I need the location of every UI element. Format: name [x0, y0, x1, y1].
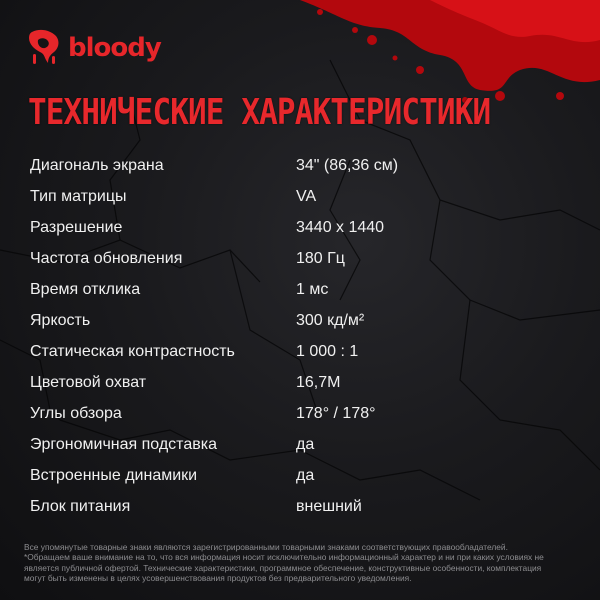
spec-value: да [296, 435, 315, 453]
brand-logo [26, 28, 161, 68]
spec-label: Яркость [30, 311, 91, 329]
spec-row [30, 181, 550, 212]
spec-label: Тип матрицы [30, 187, 127, 205]
page-title: ТЕХНИЧЕСКИЕ ХАРАКТЕРИСТИКИ [28, 92, 491, 133]
spec-label: Углы обзора [30, 404, 122, 422]
spec-label: Частота обновления [30, 249, 183, 267]
spec-label: Статическая контрастность [30, 342, 235, 360]
blood-drop-hand-icon [26, 28, 62, 68]
spec-row [30, 274, 550, 305]
spec-label: Диагональ экрана [30, 156, 164, 174]
spec-table [30, 150, 550, 522]
spec-row [30, 367, 550, 398]
spec-value: 3440 х 1440 [296, 218, 385, 236]
spec-row [30, 212, 550, 243]
disclaimer-line: могут быть изменены в целях усовершенствования продуктов без предварительного уведомления. [24, 573, 412, 584]
spec-value: 1 мс [296, 280, 329, 298]
spec-row [30, 460, 550, 491]
spec-label: Время отклика [30, 280, 141, 298]
spec-label: Цветовой охват [30, 373, 147, 391]
disclaimer-line: является публичной офертой. Технические характеристики, программное обеспечение, конструктивные особенности, комплектация [24, 562, 542, 573]
spec-row [30, 491, 550, 522]
spec-label: Встроенные динамики [30, 466, 198, 484]
spec-row [30, 336, 550, 367]
spec-value: 34" (86,36 см) [296, 156, 399, 174]
spec-value: внешний [296, 497, 362, 515]
spec-label: Блок питания [30, 497, 131, 515]
spec-value: 1 000 : 1 [296, 342, 359, 360]
spec-row [30, 243, 550, 274]
spec-row [30, 150, 550, 181]
spec-value: да [296, 466, 315, 484]
disclaimer-line: *Обращаем ваше внимание на то, что вся информация носит исключительно информационный характер и ни при каких условиях не [24, 552, 544, 563]
spec-value: 178° / 178° [296, 404, 376, 422]
spec-row [30, 305, 550, 336]
spec-value: 300 кд/м² [296, 311, 365, 329]
disclaimer-line: Все упомянутые товарные знаки являются зарегистрированными товарными знаками соответствующих правообладателей. [24, 542, 508, 552]
spec-row [30, 398, 550, 429]
spec-value: VA [296, 187, 317, 205]
spec-value: 16,7М [296, 373, 341, 391]
brand-wordmark: bloody [68, 33, 161, 63]
spec-value: 180 Гц [296, 249, 345, 267]
spec-label: Разрешение [30, 218, 123, 236]
legal-disclaimer [24, 542, 576, 584]
spec-row [30, 429, 550, 460]
spec-label: Эргономичная подставка [30, 435, 217, 453]
